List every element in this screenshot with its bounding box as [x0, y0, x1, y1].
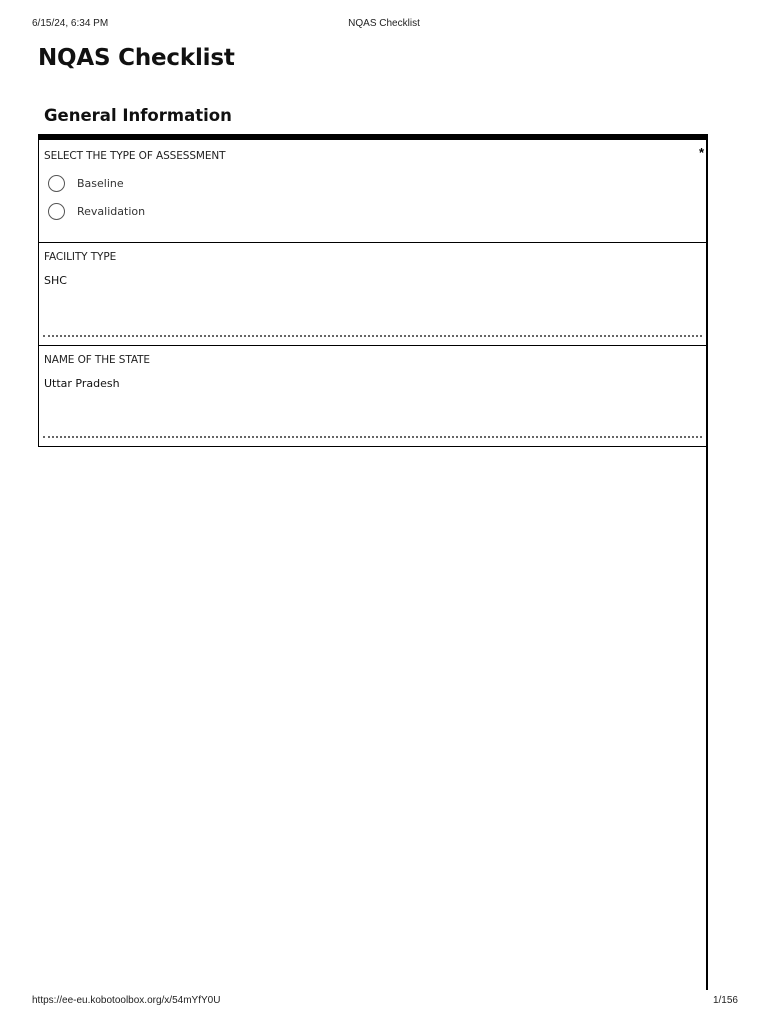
answer-underline	[43, 436, 702, 438]
question-state-name	[38, 346, 706, 447]
print-header-datetime: 6/15/24, 6:34 PM	[32, 18, 109, 29]
radio-label: Baseline	[77, 176, 124, 190]
question-assessment-type	[38, 140, 706, 243]
answer-underline	[43, 335, 702, 337]
required-marker: *	[698, 145, 704, 160]
radio-option-baseline[interactable]	[48, 173, 124, 193]
radio-label: Revalidation	[77, 204, 146, 218]
print-footer-page-number: 1/156	[712, 995, 738, 1006]
print-header-title: NQAS Checklist	[348, 18, 420, 29]
section-title: General Information	[44, 106, 232, 125]
radio-option-revalidation[interactable]	[48, 201, 145, 221]
question-facility-type	[38, 243, 706, 346]
form-title: NQAS Checklist	[38, 45, 235, 71]
question-label: FACILITY TYPE	[44, 251, 117, 263]
print-footer-url: https://ee-eu.kobotoolbox.org/x/54mYfY0U	[32, 995, 221, 1006]
form-right-border	[706, 134, 708, 990]
radio-button[interactable]	[48, 203, 65, 220]
question-label: SELECT THE TYPE OF ASSESSMENT	[44, 150, 226, 162]
facility-type-value[interactable]: SHC	[44, 274, 67, 287]
question-label: NAME OF THE STATE	[44, 354, 150, 366]
state-name-value[interactable]: Uttar Pradesh	[44, 377, 120, 390]
radio-button[interactable]	[48, 175, 65, 192]
